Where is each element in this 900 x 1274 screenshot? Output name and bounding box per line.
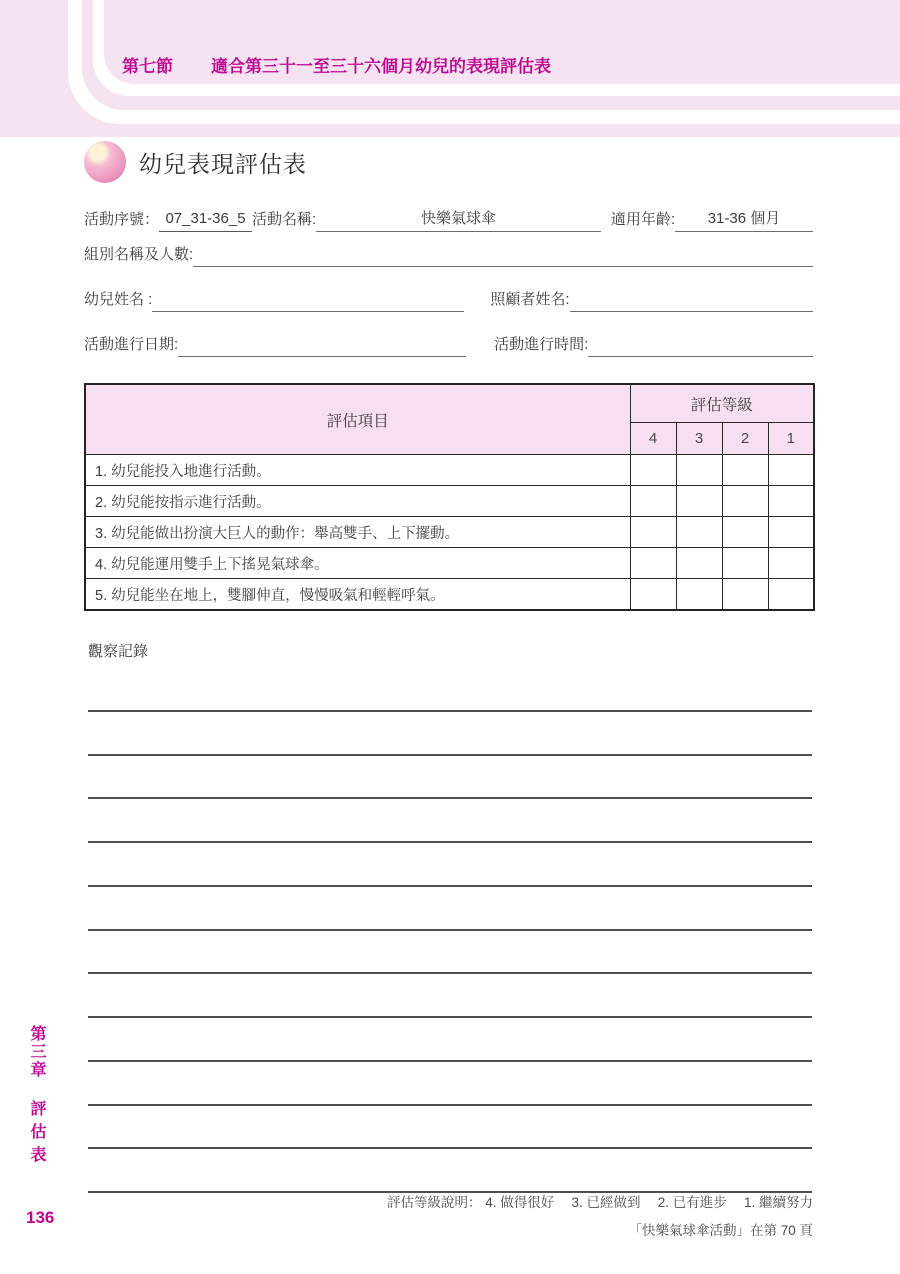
age-field: 31-36 個月: [675, 207, 813, 232]
writing-line: [88, 668, 812, 712]
sidebar-section-label: 評估表: [30, 1101, 47, 1164]
grade-cell: [722, 517, 768, 548]
caregiver-field: [570, 311, 813, 312]
age-label: 適用年齡:: [610, 211, 675, 228]
writing-line: [88, 1018, 812, 1062]
column-header-grades: 評估等級: [630, 384, 814, 423]
pink-ball-icon: [84, 141, 126, 183]
writing-line: [88, 799, 812, 843]
grade-cell: [722, 486, 768, 517]
section-label: 第七節: [122, 57, 173, 76]
sidebar-chapter-label: 第三章: [30, 1026, 47, 1079]
observation-label: 觀察記錄: [88, 643, 149, 660]
form-row-names: [84, 288, 813, 312]
writing-line: [88, 1062, 812, 1106]
grade-cell: [768, 548, 814, 579]
grade-cell: [722, 548, 768, 579]
writing-line: [88, 1106, 812, 1150]
time-label: 活動進行時間:: [494, 336, 589, 353]
assessment-table: [84, 383, 815, 611]
writing-line: [88, 887, 812, 931]
table-row: [85, 517, 814, 548]
assessment-item: 1. 幼兒能投入地進行活動。: [85, 455, 630, 486]
form-row-activity: [84, 207, 813, 232]
activity-no-field: 07_31-36_5: [159, 207, 252, 232]
activity-page-reference: 「快樂氣球傘活動」在第 70 頁: [628, 1223, 813, 1238]
grade-cell: [768, 486, 814, 517]
grade-cell: [722, 579, 768, 611]
writing-line: [88, 843, 812, 887]
table-row: [85, 548, 814, 579]
grade-cell: [630, 517, 676, 548]
page-number: 136: [26, 1208, 55, 1227]
assessment-item: 2. 幼兒能按指示進行活動。: [85, 486, 630, 517]
activity-name-field: 快樂氣球傘: [316, 207, 601, 232]
table-row: [85, 579, 814, 611]
grade-cell: [630, 579, 676, 611]
page-title: 幼兒表現評估表: [139, 150, 307, 177]
grade-cell: [676, 548, 722, 579]
writing-line: [88, 756, 812, 800]
grade-col-1: 1: [768, 423, 814, 455]
activity-name-label: 活動名稱:: [252, 211, 317, 228]
observation-lines: [88, 668, 812, 1193]
writing-line: [88, 974, 812, 1018]
section-title: 適合第三十一至三十六個月幼兒的表現評估表: [211, 57, 551, 76]
form-row-datetime: [84, 333, 813, 357]
grade-col-3: 3: [676, 423, 722, 455]
grade-cell: [630, 548, 676, 579]
table-row: [85, 486, 814, 517]
grade-col-4: 4: [630, 423, 676, 455]
time-field: [588, 356, 813, 357]
grade-cell: [722, 455, 768, 486]
grade-cell: [630, 486, 676, 517]
writing-line: [88, 712, 812, 756]
writing-line: [88, 931, 812, 975]
activity-no-label: 活動序號：: [84, 211, 160, 228]
child-name-label: 幼兒姓名 :: [84, 291, 153, 308]
page-title-row: [84, 141, 307, 183]
assessment-item: 5. 幼兒能坐在地上，雙腳伸直，慢慢吸氣和輕輕呼氣。: [85, 579, 630, 611]
grade-cell: [768, 579, 814, 611]
child-name-field: [152, 311, 464, 312]
grade-cell: [630, 455, 676, 486]
date-field: [178, 356, 466, 357]
assessment-item: 4. 幼兒能運用雙手上下搖晃氣球傘。: [85, 548, 630, 579]
top-banner: [0, 0, 900, 137]
grade-cell: [676, 579, 722, 611]
table-row: [85, 455, 814, 486]
grade-cell: [676, 486, 722, 517]
grade-scale-note: 評估等級說明： 4. 做得很好 3. 已經做到 2. 已有進步 1. 繼續努力: [386, 1195, 813, 1210]
writing-line: [88, 1149, 812, 1193]
date-label: 活動進行日期:: [84, 336, 179, 353]
assessment-item: 3. 幼兒能做出扮演大巨人的動作：舉高雙手、上下擺動。: [85, 517, 630, 548]
banner-panel: [104, 0, 900, 84]
grade-cell: [768, 455, 814, 486]
group-field: [193, 266, 813, 267]
grade-cell: [676, 455, 722, 486]
grade-col-2: 2: [722, 423, 768, 455]
column-header-items: 評估項目: [85, 384, 630, 455]
grade-cell: [676, 517, 722, 548]
section-heading: [122, 52, 551, 77]
form-row-group: [84, 243, 813, 267]
grade-cell: [768, 517, 814, 548]
caregiver-label: 照顧者姓名:: [490, 291, 570, 308]
group-label: 組別名稱及人數:: [84, 246, 194, 263]
